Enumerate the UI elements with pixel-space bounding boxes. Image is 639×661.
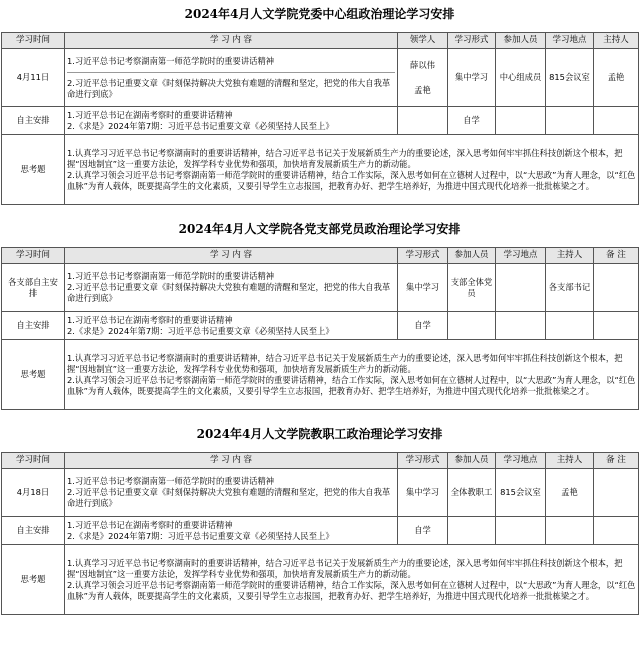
location: 815会议室 [546, 49, 594, 107]
section2-table [1, 247, 639, 410]
header-cell: 主持人 [546, 453, 594, 469]
table-row [2, 49, 639, 107]
empty-cell [448, 312, 496, 340]
table-row [2, 312, 639, 340]
header-cell: 学习地点 [546, 33, 594, 49]
empty-cell [448, 517, 496, 545]
section1-title: 2024年4月人文学院党委中心组政治理论学习安排 [184, 7, 455, 21]
host: 各支部书记 [546, 264, 594, 312]
question-label: 思考题 [2, 135, 65, 205]
table-header-row [2, 33, 639, 49]
content-item: 2.习近平总书记重要文章《时刻保持解决大党独有难题的清醒和坚定，把党的伟大自我革命进行到底》 [67, 487, 391, 508]
header-cell: 领学人 [398, 33, 448, 49]
header-cell: 学习时间 [2, 33, 65, 49]
study-form: 集中学习 [448, 49, 496, 107]
table-row [2, 135, 639, 205]
question-item: 2.认真学习领会习近平总书记考察湖南第一师范学院时的重要讲话精神，结合工作实际，深入思考如何在立德树人过程中，以“大思政”为育人理念，以“红色血脉”为育人载体，既要提高学生的文化素质，又要引导学生立志报国，把教育办好、把学生培养好，为推进中国式现代化培养一批批栋梁之才。 [67, 169, 636, 191]
content-item: 2.《求是》2024年第7期：习近平总书记重要文章《必须坚持人民至上》 [67, 325, 334, 336]
study-form: 自学 [398, 517, 448, 545]
content-item: 1.习近平总书记考察湖南第一师范学院时的重要讲话精神 [67, 56, 395, 73]
table-row [2, 340, 639, 410]
header-cell: 备 注 [594, 453, 639, 469]
study-form: 自学 [398, 312, 448, 340]
question-label: 思考题 [2, 545, 65, 615]
participants: 中心组成员 [496, 49, 546, 107]
header-cell: 参加人员 [496, 33, 546, 49]
header-cell: 备 注 [594, 248, 639, 264]
content-item: 1.习近平总书记考察湖南第一师范学院时的重要讲话精神 [67, 476, 275, 486]
content-item: 2.《求是》2024年第7期：习近平总书记重要文章《必须坚持人民至上》 [67, 530, 334, 541]
content-item: 2.习近平总书记重要文章《时刻保持解决大党独有难题的清醒和坚定，把党的伟大自我革命进行到底》 [67, 77, 391, 99]
question-label: 思考题 [2, 340, 65, 410]
section3-table [1, 452, 639, 615]
study-time: 自主安排 [2, 312, 65, 340]
header-cell: 学 习 内 容 [65, 248, 398, 264]
content-item: 2.习近平总书记重要文章《时刻保持解决大党独有难题的清醒和坚定，把党的伟大自我革命进行到底》 [67, 282, 391, 303]
empty-cell [496, 264, 546, 312]
content-item: 1.习近平总书记考察湖南第一师范学院时的重要讲话精神 [67, 271, 275, 281]
header-cell: 学习地点 [496, 248, 546, 264]
empty-cell [546, 312, 594, 340]
section3-title: 2024年4月人文学院教职工政治理论学习安排 [196, 427, 443, 441]
header-cell: 主持人 [546, 248, 594, 264]
table-row [2, 107, 639, 135]
table-header-row [2, 453, 639, 469]
question-item: 1.认真学习习近平总书记考察湖南时的重要讲话精神，结合习近平总书记关于发展新质生产力的重要论述，深入思考如何牢牢抓住科技创新这个根本，把握“因地制宜”这一重要方法论，发挥学科专业优势和强项，加快培育发展新质生产力的新动能。 [67, 147, 623, 169]
study-time: 自主安排 [2, 517, 65, 545]
study-content [65, 49, 398, 107]
table-row [2, 264, 639, 312]
empty-cell [594, 469, 639, 517]
study-time: 各支部自主安排 [2, 264, 65, 312]
content-item: 1.习近平总书记在湖南考察时的重要讲话精神 [67, 519, 233, 530]
header-cell: 参加人员 [448, 248, 496, 264]
table-row [2, 517, 639, 545]
empty-cell [594, 264, 639, 312]
table-row [2, 545, 639, 615]
header-cell: 学习形式 [398, 248, 448, 264]
empty-cell [496, 107, 546, 135]
header-cell: 学习时间 [2, 453, 65, 469]
study-content [65, 264, 398, 312]
study-content [65, 312, 398, 340]
study-time: 自主安排 [2, 107, 65, 135]
header-cell: 学习时间 [2, 248, 65, 264]
study-form: 集中学习 [398, 264, 448, 312]
study-content [65, 517, 398, 545]
header-cell: 学习地点 [496, 453, 546, 469]
study-leader [398, 49, 448, 107]
question-item: 1.认真学习习近平总书记考察湖南时的重要讲话精神，结合习近平总书记关于发展新质生产力的重要论述，深入思考如何牢牢抓住科技创新这个根本，把握“因地制宜”这一重要方法论，发挥学科专业优势和强项，加快培育发展新质生产力的新动能。 [67, 352, 623, 374]
empty-cell [398, 107, 448, 135]
question-content [65, 545, 639, 615]
question-item: 2.认真学习领会习近平总书记考察湖南第一师范学院时的重要讲话精神，结合工作实际，深入思考如何在立德树人过程中，以“大思政”为育人理念，以“红色血脉”为育人载体，既要提高学生的文化素质，又要引导学生立志报国，把教育办好、把学生培养好，为推进中国式现代化培养一批批栋梁之才。 [67, 579, 636, 601]
empty-cell [496, 312, 546, 340]
table-header-row [2, 248, 639, 264]
table-row [2, 469, 639, 517]
location: 815会议室 [496, 469, 546, 517]
header-cell: 学 习 内 容 [65, 453, 398, 469]
study-time: 4月11日 [2, 49, 65, 107]
page [0, 4, 639, 661]
study-content [65, 107, 398, 135]
empty-cell [594, 107, 639, 135]
study-form: 集中学习 [398, 469, 448, 517]
empty-cell [546, 107, 594, 135]
question-content [65, 135, 639, 205]
question-item: 1.认真学习习近平总书记考察湖南时的重要讲话精神，结合习近平总书记关于发展新质生产力的重要论述，深入思考如何牢牢抓住科技创新这个根本，把握“因地制宜”这一重要方法论，发挥学科专业优势和强项，加快培育发展新质生产力的新动能。 [67, 557, 623, 579]
header-cell: 参加人员 [448, 453, 496, 469]
participants: 全体教职工 [448, 469, 496, 517]
leader-name: 孟艳 [414, 84, 431, 95]
question-content [65, 340, 639, 410]
question-item: 2.认真学习领会习近平总书记考察湖南第一师范学院时的重要讲话精神，结合工作实际，深入思考如何在立德树人过程中，以“大思政”为育人理念，以“红色血脉”为育人载体，既要提高学生的文化素质，又要引导学生立志报国，把教育办好、把学生培养好，为推进中国式现代化培养一批批栋梁之才。 [67, 374, 636, 396]
header-cell: 学习形式 [398, 453, 448, 469]
study-time: 4月18日 [2, 469, 65, 517]
section1-table [1, 32, 639, 205]
leader-name: 薛以伟 [410, 59, 435, 70]
participants: 支部全体党员 [448, 264, 496, 312]
host: 孟艳 [546, 469, 594, 517]
empty-cell [594, 517, 639, 545]
header-cell: 学习形式 [448, 33, 496, 49]
study-content [65, 469, 398, 517]
content-item: 2.《求是》2024年第7期：习近平总书记重要文章《必须坚持人民至上》 [67, 120, 334, 131]
empty-cell [496, 517, 546, 545]
empty-cell [594, 312, 639, 340]
content-item: 1.习近平总书记在湖南考察时的重要讲话精神 [67, 314, 233, 325]
header-cell: 学 习 内 容 [65, 33, 398, 49]
empty-cell [546, 517, 594, 545]
host: 孟艳 [594, 49, 639, 107]
header-cell: 主持人 [594, 33, 639, 49]
section2-title: 2024年4月人文学院各党支部党员政治理论学习安排 [178, 222, 461, 236]
study-form: 自学 [448, 107, 496, 135]
content-item: 1.习近平总书记在湖南考察时的重要讲话精神 [67, 109, 233, 120]
